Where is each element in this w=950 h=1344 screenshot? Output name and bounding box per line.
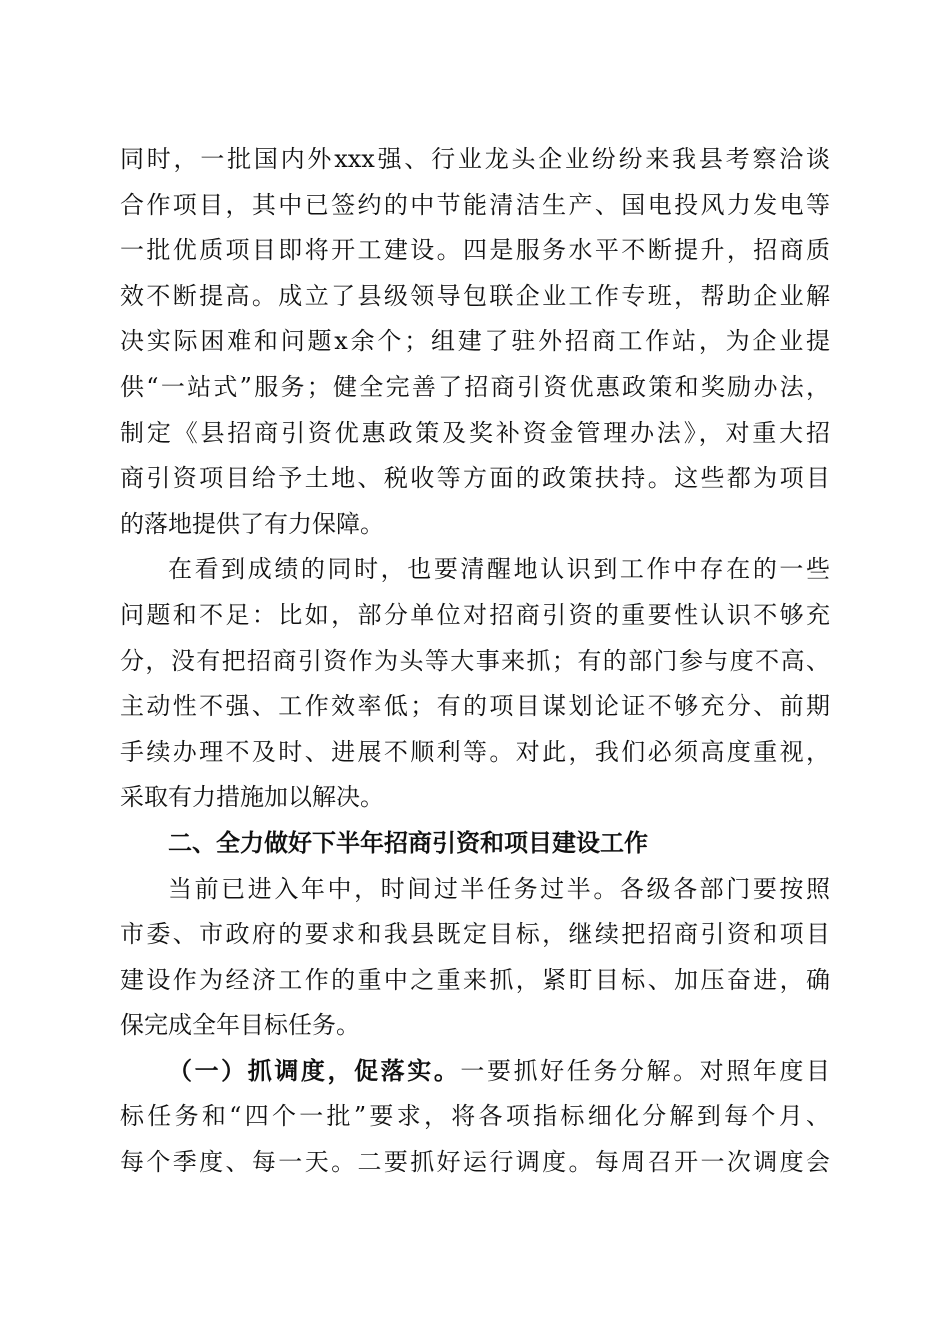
section-heading-block	[120, 821, 830, 867]
text-line: 在看到成绩的同时，也要清醒地认识到工作中存在的一些	[168, 555, 830, 584]
text-line: 采取有力措施加以解决。	[120, 783, 384, 812]
paragraph-achievements	[120, 137, 830, 547]
text-line: 当前已进入年中，时间过半任务过半。各级各部门要按照	[168, 874, 830, 903]
text-line: 合作项目，其中已签约的中节能清洁生产、国电投风力发电等	[120, 190, 830, 219]
text-line: 每个季度、每一天。二要抓好运行调度。每周召开一次调度会	[120, 1148, 830, 1177]
section-heading: 二、全力做好下半年招商引资和项目建设工作	[168, 828, 648, 857]
text-span: 一要抓好任务分解。对照年度目	[460, 1056, 831, 1085]
text-line: 效不断提高。成立了县级领导包联企业工作专班，帮助企业解	[120, 281, 830, 310]
text-line: 分，没有把招商引资作为头等大事来抓；有的部门参与度不高、	[120, 646, 830, 675]
paragraph-scheduling	[120, 1049, 830, 1186]
text-line: 决实际困难和问题x余个；组建了驻外招商工作站，为企业提	[120, 327, 830, 356]
subsection-heading: （一）抓调度，促落实。	[168, 1056, 461, 1085]
document-body	[120, 137, 830, 1186]
text-line: 手续办理不及时、进展不顺利等。对此，我们必须高度重视，	[120, 737, 830, 766]
paragraph-problems	[120, 547, 830, 821]
text-line: 供“一站式”服务；健全完善了招商引资优惠政策和奖励办法，	[120, 372, 830, 401]
text-line: 市委、市政府的要求和我县既定目标，继续把招商引资和项目	[120, 920, 830, 949]
text-line: 标任务和“四个一批”要求，将各项指标细化分解到每个月、	[120, 1102, 830, 1131]
text-line: 问题和不足：比如，部分单位对招商引资的重要性认识不够充	[120, 600, 830, 629]
text-line: 建设作为经济工作的重中之重来抓，紧盯目标、加压奋进，确	[120, 965, 830, 994]
text-line: 一批优质项目即将开工建设。四是服务水平不断提升，招商质	[120, 236, 830, 265]
text-line: 保完成全年目标任务。	[120, 1011, 360, 1040]
text-line: 主动性不强、工作效率低；有的项目谋划论证不够充分、前期	[120, 692, 830, 721]
paragraph-mid-year	[120, 867, 830, 1049]
text-line	[120, 1049, 830, 1095]
text-line: 的落地提供了有力保障。	[120, 509, 384, 538]
text-line: 制定《县招商引资优惠政策及奖补资金管理办法》，对重大招	[120, 418, 830, 447]
text-line: 商引资项目给予土地、税收等方面的政策扶持。这些都为项目	[120, 464, 830, 493]
text-line: 同时，一批国内外xxx强、行业龙头企业纷纷来我县考察洽谈	[120, 145, 830, 173]
